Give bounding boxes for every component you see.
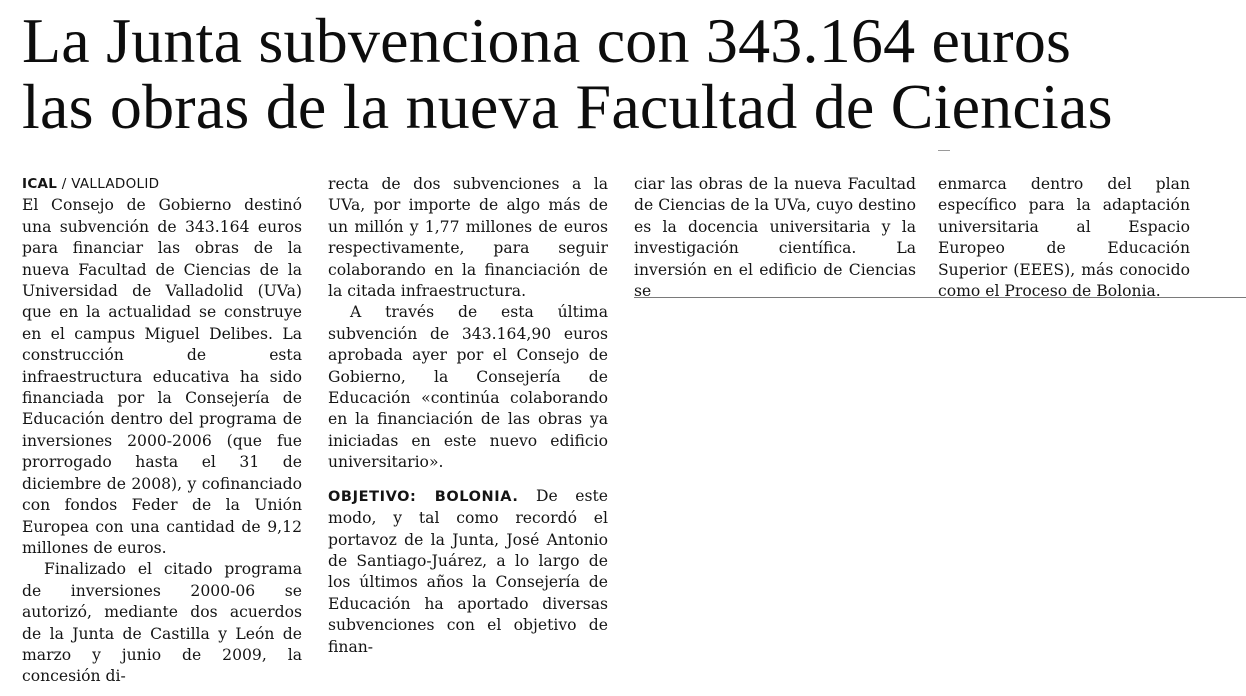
paragraph-text: De este modo, y tal como recordó el portavoz de la Junta, José Antonio de Santiago-Juárez, a lo largo de los últimos años la Consejería de Educación ha aportado diversas subvenciones con el objetivo de finan- bbox=[328, 486, 608, 656]
byline bbox=[22, 174, 302, 195]
subhead: OBJETIVO: BOLONIA. bbox=[328, 488, 519, 505]
article-column-1 bbox=[22, 174, 302, 688]
article-column-3 bbox=[634, 174, 916, 302]
article-column-4 bbox=[938, 174, 1190, 302]
end-rule bbox=[634, 297, 1246, 298]
byline-location: VALLADOLID bbox=[71, 176, 160, 192]
paragraph: enmarca dentro del plan específico para la adaptación universitaria al Espacio Europeo de Educación Superior (EEES), más conocido como el Proceso de Bolonia. bbox=[938, 175, 1190, 301]
article-column-2 bbox=[328, 174, 608, 658]
paragraph: recta de dos subvenciones a la UVa, por importe de algo más de un millón y 1,77 millones de euros respectivamente, para seguir colaborando en la financiación de la citada infraestructura. bbox=[328, 175, 608, 301]
headline-line-1: La Junta subvenciona con 343.164 euros bbox=[22, 5, 1072, 76]
byline-agency: ICAL bbox=[22, 176, 58, 192]
subhead-paragraph bbox=[328, 486, 608, 658]
byline-separator: / bbox=[57, 176, 72, 192]
paragraph: A través de esta última subvención de 343.164,90 euros aprobada ayer por el Consejo de Gobierno, la Consejería de Educación «continúa colaborando en la financiación de las obras ya iniciadas en este nuevo edificio universitario». bbox=[328, 303, 608, 472]
headline-line-2: las obras de la nueva Facultad de Ciencias bbox=[22, 71, 1113, 142]
headline bbox=[22, 5, 1232, 142]
paragraph: Finalizado el citado programa de inversiones 2000-06 se autorizó, mediante dos acuerdos de la Junta de Castilla y León de marzo y junio de 2009, la concesión di- bbox=[22, 560, 302, 686]
column-top-rule bbox=[938, 150, 950, 151]
paragraph: ciar las obras de la nueva Facultad de Ciencias de la UVa, cuyo destino es la docencia universitaria y la investigación científica. La inversión en el edificio de Ciencias se bbox=[634, 175, 916, 301]
paragraph: El Consejo de Gobierno destinó una subvención de 343.164 euros para financiar las obras de la nueva Facultad de Ciencias de la Universidad de Valladolid (UVa) que en la actualidad se construye en el campus Miguel Delibes. La construcción de esta infraestructura educativa ha sido financiada por la Consejería de Educación dentro del programa de inversiones 2000-2006 (que fue prorrogado hasta el 31 de diciembre de 2008), y cofinanciado con fondos Feder de la Unión Europea con una cantidad de 9,12 millones de euros. bbox=[22, 196, 302, 557]
